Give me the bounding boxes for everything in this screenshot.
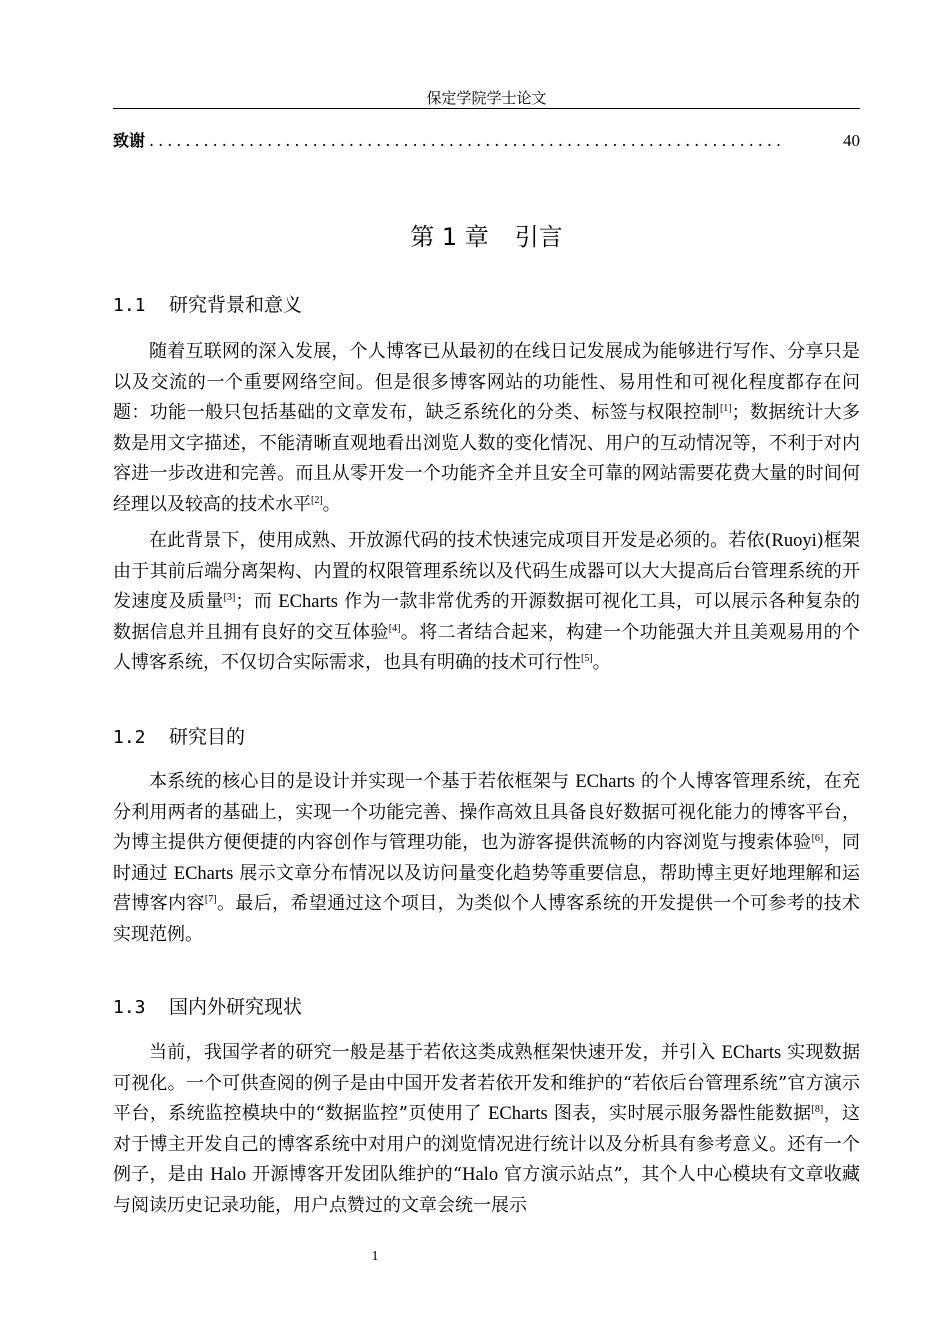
citation-ref[interactable]: [5]: [581, 653, 593, 664]
toc-entry-label: 致谢: [113, 131, 146, 150]
section-heading-1-1: [113, 293, 302, 318]
citation-ref[interactable]: [6]: [811, 833, 824, 844]
citation-ref[interactable]: [4]: [388, 622, 401, 634]
citation-ref[interactable]: [7]: [204, 894, 217, 905]
chapter-title-text: 引言: [514, 223, 563, 251]
citation-ref[interactable]: [1]: [719, 403, 732, 414]
section-title-text: 研究背景和意义: [169, 294, 303, 316]
section-number: 1.3: [113, 997, 146, 1018]
citation-ref[interactable]: [2]: [311, 494, 323, 506]
chapter-number: 第 1 章: [410, 223, 489, 251]
section-heading-1-2: [113, 725, 245, 750]
paragraph-1-3-1: 当前，我国学者的研究一般是基于若依这类成熟框架快速开发，并引入 ECharts 实现数据可视化。一个可供查阅的例子是由中国开发者若依开发和维护的“若依后台管理系统”官方演示平台，系统监控模块中的“数据监控”页使用了 ECharts 图表，实时展示服务器性能数据[8]，这对于博主开发自己的博客系统中对用户的浏览情况进行统计以及分析具有参考意义。还有一个例子，是由 Halo 开源博客开发团队维护的“Halo 官方演示站点”，其个人中心模块有文章收藏与阅读历史记录功能，用户点赞过的文章会统一展示: [113, 1042, 861, 1216]
citation-ref[interactable]: [8]: [811, 1104, 824, 1115]
section-title-text: 国内外研究现状: [169, 996, 303, 1018]
section-heading-1-3: [113, 995, 302, 1020]
toc-entry-acknowledgements[interactable]: [113, 131, 860, 151]
section-number: 1.2: [113, 727, 146, 748]
section-number: 1.1: [113, 295, 146, 316]
citation-ref[interactable]: [3]: [223, 592, 236, 603]
running-header: 保定学院学士论文: [426, 89, 547, 107]
paragraph-1-2-1: 本系统的核心目的是设计并实现一个基于若依框架与 ECharts 的个人博客管理系统，在充分利用两者的基础上，实现一个功能完善、操作高效且具备良好数据可视化能力的博客平台，为博主提供方便便捷的内容创作与管理功能，也为游客提供流畅的内容浏览与搜索体验[6]，同时通过 ECharts 展示文章分布情况以及访问量变化趋势等重要信息，帮助博主更好地理解和运营博客内容[7]。最后，希望通过这个项目，为类似个人博客系统的开发提供一个可参考的技术实现范例。: [113, 771, 861, 945]
page-number: 1: [371, 1249, 379, 1264]
header-rule: [113, 108, 860, 109]
toc-entry-page: 40: [843, 131, 860, 150]
paragraph-1-1-2: 在此背景下，使用成熟、开放源代码的技术快速完成项目开发是必须的。若依(Ruoyi)框架由于其前后端分离架构、内置的权限管理系统以及代码生成器可以大大提高后台管理系统的开发速度及质量[3]；而 ECharts 作为一款非常优秀的开源数据可视化工具，可以展示各种复杂的数据信息并且拥有良好的交互体验[4]。将二者结合起来，构建一个功能强大并且美观易用的个人博客系统，不仅切合实际需求，也具有明确的技术可行性[5]。: [113, 530, 860, 673]
paragraph-1-1-1: 随着互联网的深入发展，个人博客已从最初的在线日记发展成为能够进行写作、分享只是以及交流的一个重要网络空间。但是很多博客网站的功能性、易用性和可视化程度都存在问题：功能一般只包括基础的文章发布，缺乏系统化的分类、标签与权限控制[1]；数据统计大多数是用文字描述，不能清晰直观地看出浏览人数的变化情况、用户的互动情况等，不利于对内容进一步改进和完善。而且从零开发一个功能齐全并且安全可靠的网站需要花费大量的时间何经理以及较高的技术水平[2]。: [113, 341, 860, 515]
chapter-heading: [113, 222, 860, 252]
section-title-text: 研究目的: [169, 726, 246, 748]
toc-leader-dots: ......................................................................: [149, 131, 786, 150]
